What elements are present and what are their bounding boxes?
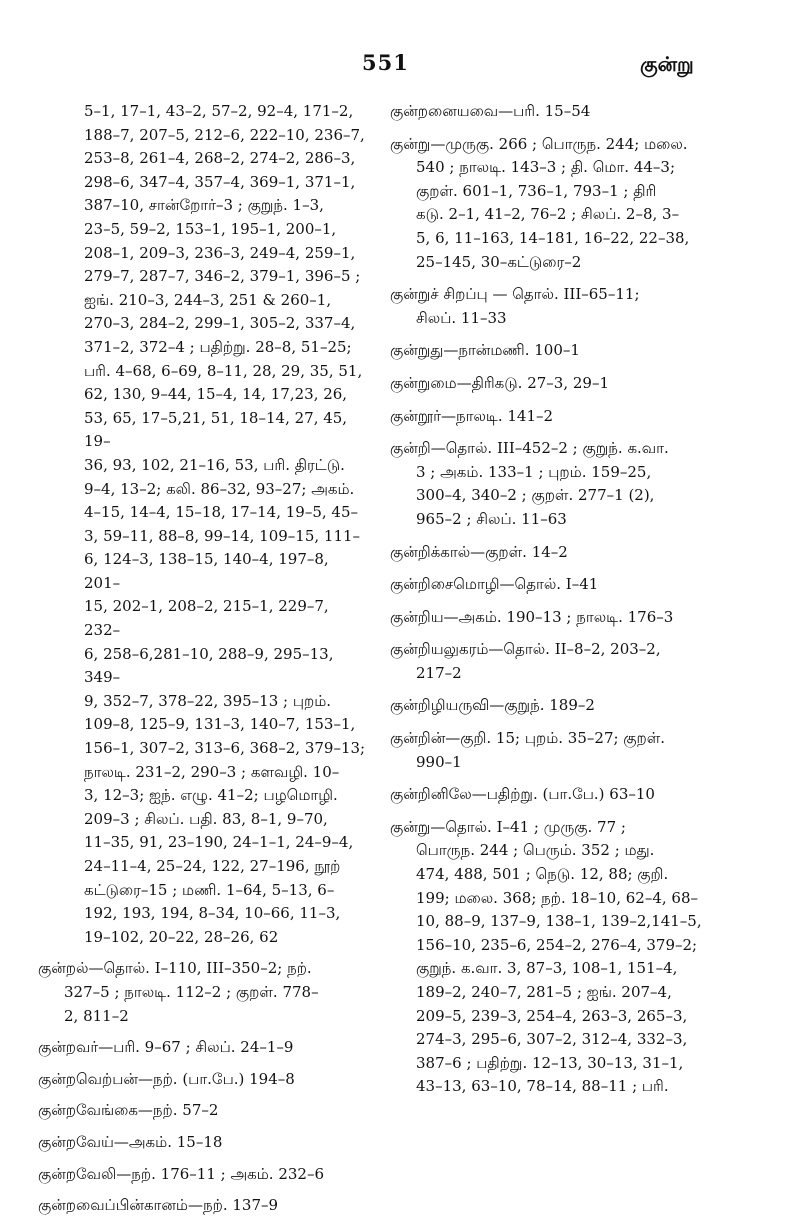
index-entry: குன்றனையவை—பரி. 15–54 bbox=[390, 102, 591, 120]
index-entry: 5–1, 17–1, 43–2, 57–2, 92–4, 171–2, 188–7, 207–5, 212–6, 222–10, 236–7, 253–8, 261–4, 268–2, 274–2, 286–3, 298–6, 347–4, 357–4, 369–1, 371–1, 387–10, சான்றோர்–3 ; குறுந். 1–3, 23–5, 59–2, 153–1, 195–1, 200–1, 208–1, 209–3, 236–3, 249–4, 259–1, 279–7, 287–7, 346–2, 379–1, 396–5 ; ஐங். 210–3, 244–3, 251 & 260–1, 270–3, 284–2, 299–1, 305–2, 337–4, 371–2, 372–4 ; பதிற்று. 28–8, 51–25; பரி. 4–68, 6–69, 8–11, 28, 29, 35, 51, 62, 130, 9–44, 15–4, 14, 17,23, 26, 53, 65, 17–5,21, 51, 18–14, 27, 45, 19– 36, 93, 102, 21–16, 53, பரி. திரட்டு. 9–4, 13–2; கலி. 86–32, 93–27; அகம். 4–15, 14–4, 15–18, 17–14, 19–5, 45– 3, 59–11, 88–8, 99–14, 109–15, 111– 6, 124–3, 138–15, 140–4, 197–8, 201– 15, 202–1, 208–2, 215–1, 229–7, 232– 6, 258–6,281–10, 288–9, 295–13, 349– 9, 352–7, 378–22, 395–13 ; புறம். 109–8, 125–9, 131–3, 140–7, 153–1, 156–1, 307–2, 313–6, 368–2, 379–13; நாலடி. 231–2, 290–3 ; களவழி. 10– 3, 12–3; ஐந். எழு. 41–2; பழமொழி. 209–3 ; சிலப். பதி. 83, 8–1, 9–70, 11–35, 91, 23–190, 24–1–1, 24–9–4, 24–11–4, 25–24, 122, 27–196, நூற் கட்டுரை–15 ; மணி. 1–64, 5–13, 6– 192, 193, 194, 8–34, 10–66, 11–3, 19–102, 20–22, 28–26, 62 bbox=[84, 102, 366, 946]
index-entry: குன்றவேங்கை—நற். 57–2 bbox=[38, 1101, 219, 1120]
index-entry: குன்று—தொல். I–41 ; முருகு. 77 ; பொருந. 244 ; பெரும். 352 ; மது. 474, 488, 501 ; நெடு. 12, 88; குறி. 199; மலை. 368; நற். 18–10, 62–4, 68– 10, 88–9, 137–9, 138–1, 139–2,141–5, 156–10, 235–6, 254–2, 276–4, 379–2; குறுந். க.வா. 3, 87–3, 108–1, 151–4, 189–2, 240–7, 281–5 ; ஐங். 207–4, 209–5, 239–3, 254–4, 263–3, 265–3, 274–3, 295–6, 307–2, 312–4, 332–3, 387–6 ; பதிற்று. 12–13, 30–13, 31–1, 43–13, 63–10, 78–14, 88–11 ; பரி. bbox=[390, 817, 702, 1096]
index-entry: குன்றவர்—பரி. 9–67 ; சிலப். 24–1–9 bbox=[38, 1038, 294, 1057]
index-entry: குன்றவெற்பன்—நற். (பா.பே.) 194–8 bbox=[38, 1069, 295, 1088]
index-entry: குன்றிசைமொழி—தொல். I–41 bbox=[390, 575, 599, 594]
index-entry: குன்றூர்—நாலடி. 141–2 bbox=[390, 406, 554, 425]
index-entry: குன்றவேய்—அகம். 15–18 bbox=[38, 1132, 223, 1151]
left-column bbox=[38, 100, 368, 1226]
index-entry: குன்றுது—நான்மணி. 100–1 bbox=[390, 341, 580, 360]
index-entry: குன்றி—தொல். III–452–2 ; குறுந். க.வா. 3 ; அகம். 133–1 ; புறம். 159–25, 300–4, 340–2 ; குறள். 277–1 (2), 965–2 ; சிலப். 11–63 bbox=[390, 439, 669, 528]
page-number: 551 bbox=[362, 50, 409, 75]
index-entry: குன்றிக்கால்—குறள். 14–2 bbox=[390, 542, 568, 561]
index-entry: குன்றினிலே—பதிற்று. (பா.பே.) 63–10 bbox=[390, 785, 655, 804]
index-entry: குன்றிய—அகம். 190–13 ; நாலடி. 176–3 bbox=[390, 607, 674, 626]
index-entry: குன்றியலுகரம்—தொல். II–8–2, 203–2, 217–2 bbox=[390, 640, 661, 682]
index-entry: குன்றின்—குறி. 15; புறம். 35–27; குறள். 990–1 bbox=[390, 729, 666, 771]
index-entry: குன்றுச் சிறப்பு — தொல். III–65–11; சிலப். 11–33 bbox=[390, 285, 640, 327]
index-entry: குன்றுமை—திரிகடு. 27–3, 29–1 bbox=[390, 373, 609, 392]
index-entry: குன்றவேலி—நற். 176–11 ; அகம். 232–6 bbox=[38, 1164, 325, 1183]
index-entry: குன்றிழியருவி—குறுந். 189–2 bbox=[390, 696, 595, 715]
index-entry: குன்றவைப்பின்கானம்—நற். 137–9 bbox=[38, 1196, 279, 1215]
index-entry: குன்று—முருகு. 266 ; பொருந. 244; மலை. 540 ; நாலடி. 143–3 ; தி. மொ. 44–3; குறள். 601–1, 736–1, 793–1 ; திரி கடு. 2–1, 41–2, 76–2 ; சிலப். 2–8, 3– 5, 6, 11–163, 14–181, 16–22, 22–38, 25–145, 30–கட்டுரை–2 bbox=[390, 134, 690, 271]
right-column bbox=[390, 100, 732, 1108]
running-head: குன்று bbox=[640, 52, 694, 76]
index-entry: குன்றல்—தொல். I–110, III–350–2; நற். 327–5 ; நாலடி. 112–2 ; குறள். 778– 2, 811–2 bbox=[38, 959, 319, 1025]
